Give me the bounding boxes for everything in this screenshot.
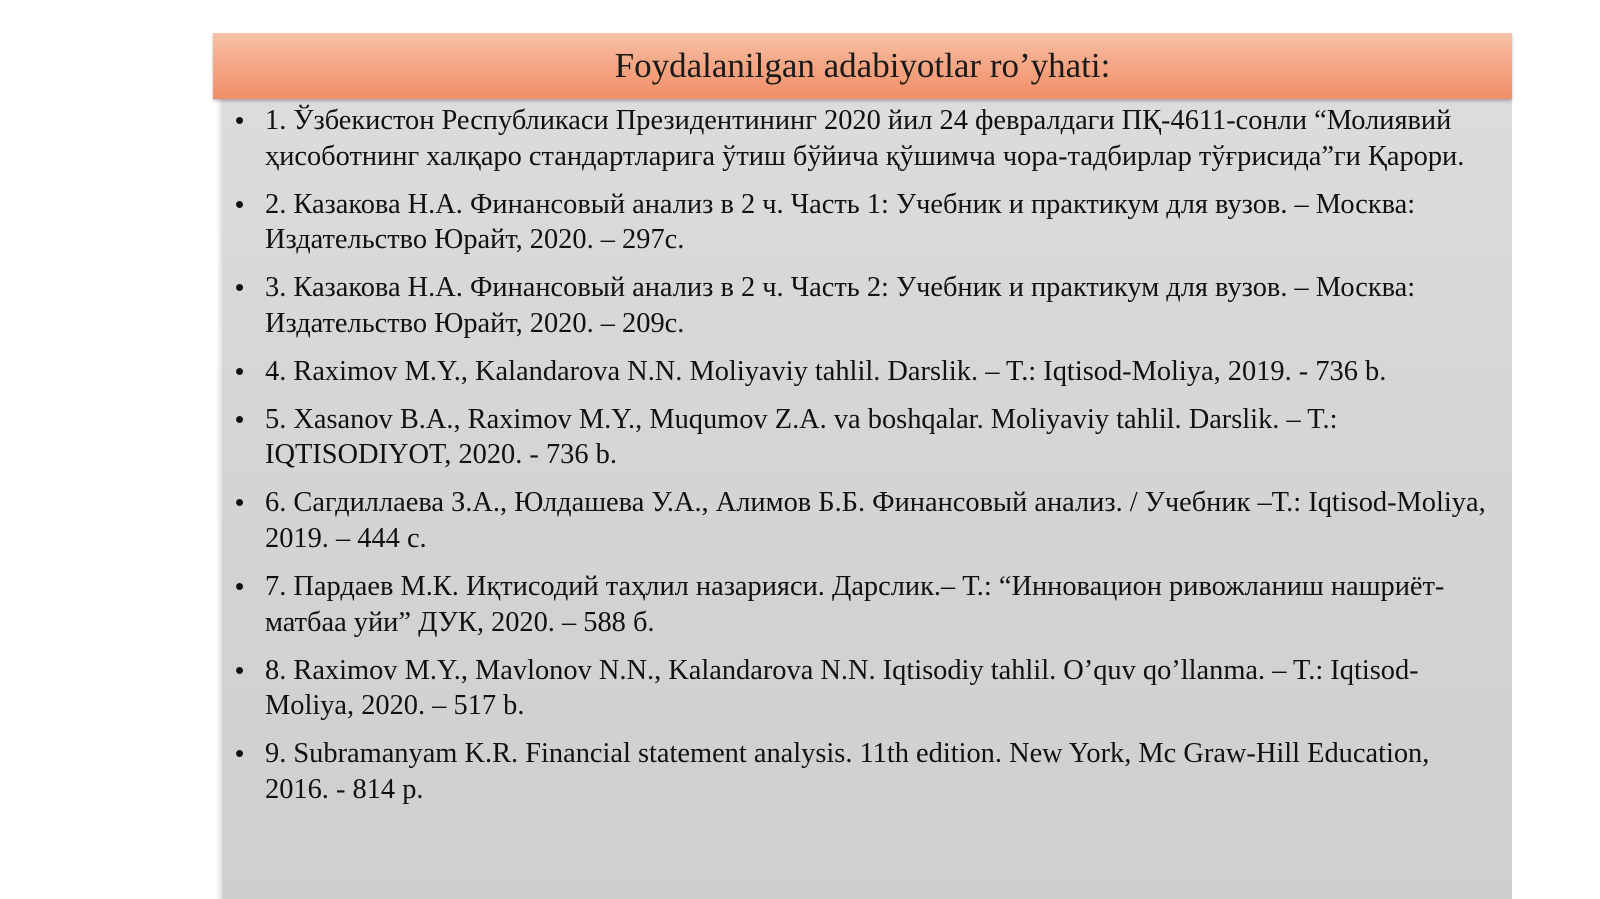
list-item bbox=[232, 270, 1512, 341]
list-item bbox=[232, 569, 1512, 640]
list-item bbox=[232, 485, 1512, 556]
bullet: • bbox=[235, 105, 245, 135]
reference-text: 2. Казакова Н.А. Финансовый анализ в 2 ч. Часть 1: Учебник и практикум для вузов. – Москва: Издательство Юрайт, 2020. – 297с. bbox=[265, 188, 1416, 256]
bullet: • bbox=[235, 188, 245, 219]
bullet: • bbox=[235, 487, 245, 518]
title-bar bbox=[213, 33, 1512, 99]
list-item bbox=[232, 354, 1512, 390]
bullet: • bbox=[235, 654, 245, 685]
reference-text: 3. Казакова Н.А. Финансовый анализ в 2 ч. Часть 2: Учебник и практикум для вузов. – Москва: Издательство Юрайт, 2020. – 209с. bbox=[265, 272, 1416, 339]
list-item bbox=[232, 736, 1512, 807]
list-item bbox=[232, 103, 1512, 174]
reference-list bbox=[232, 103, 1512, 820]
bullet: • bbox=[235, 738, 245, 769]
reference-text: 8. Raximov M.Y., Mavlonov N.N., Kalandarova N.N. Iqtisodiy tahlil. O’quv qo’llanma. – T.: Iqtisod-Moliya, 2020. – 517 b. bbox=[265, 654, 1419, 722]
bullet: • bbox=[235, 272, 245, 303]
bullet: • bbox=[235, 355, 245, 386]
reference-text: 1. Ўзбекистон Республикаси Президентининг 2020 йил 24 февралдаги ПҚ-4611-сонли “Молиявий ҳисоботнинг халқаро стандартларига ўтиш бўйича қўшимча чора-тадбирлар тўғрисида”ги Қарори. bbox=[265, 105, 1465, 172]
reference-text: 4. Raximov M.Y., Kalandarova N.N. Moliyaviy tahlil. Darslik. – T.: Iqtisod-Moliya, 2019. - 736 b. bbox=[265, 355, 1387, 387]
reference-text: 9. Subramanyam K.R. Financial statement analysis. 11th edition. New York, Mc Graw-Hill Education, 2016. - 814 p. bbox=[265, 738, 1430, 805]
list-item bbox=[232, 653, 1512, 724]
reference-text: 7. Пардаев М.К. Иқтисодий таҳлил назарияси. Дарслик.– Т.: “Инновацион ривожланиш нашриёт-матбаа уйи” ДУК, 2020. – 588 б. bbox=[265, 571, 1445, 638]
list-item bbox=[232, 187, 1512, 258]
reference-text: 6. Сагдиллаева З.А., Юлдашева У.А., Алимов Б.Б. Финансовый анализ. / Учебник –Т.: Iqtisod-Moliya, 2019. – 444 с. bbox=[265, 487, 1486, 554]
reference-text: 5. Xasanov B.A., Raximov M.Y., Muqumov Z.A. va boshqalar. Moliyaviy tahlil. Darslik. – T.: IQTISODIYOT, 2020. - 736 b. bbox=[265, 403, 1338, 471]
list-item bbox=[232, 402, 1512, 473]
bullet: • bbox=[235, 571, 245, 602]
bullet: • bbox=[235, 403, 245, 434]
slide-title: Foydalanilgan adabiyotlar ro’yhati: bbox=[614, 46, 1111, 85]
